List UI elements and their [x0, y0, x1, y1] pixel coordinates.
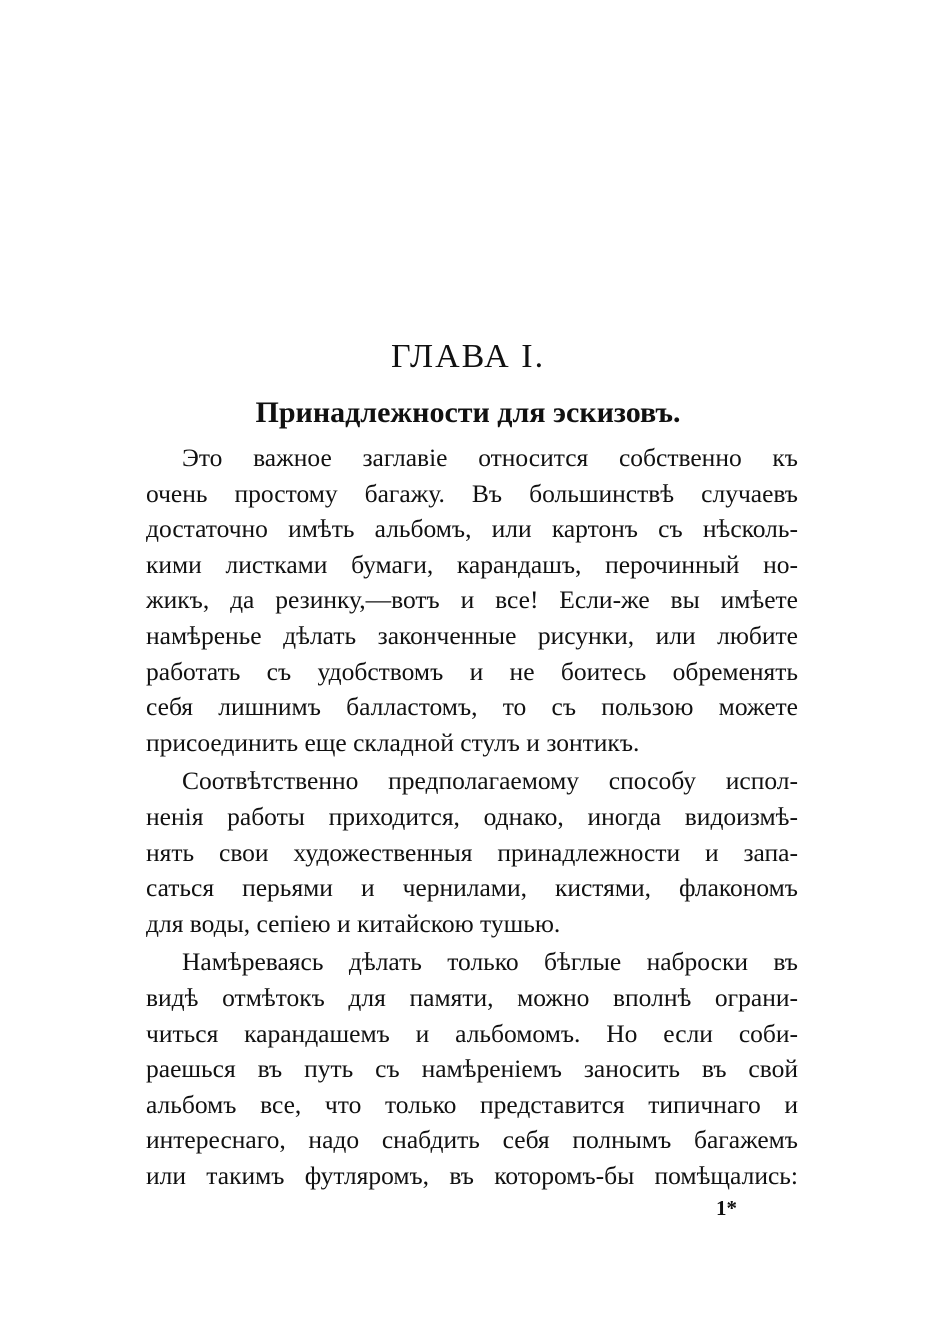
text-line: работать съ удобствомъ и не боитесь обременять	[146, 656, 798, 686]
text-line: нять свои художественныя принадлежности и запа-	[146, 837, 798, 867]
text-line: намѣренье дѣлать законченные рисунки, или любите	[146, 620, 798, 650]
text-line: Соотвѣтственно предполагаемому способу испол-	[182, 766, 798, 796]
paragraph-1	[146, 440, 798, 760]
text-line: саться перьями и чернилами, кистями, флакономъ	[146, 873, 798, 903]
page-number: 1*	[716, 1196, 737, 1220]
text-line: видѣ отмѣтокъ для памяти, можно вполнѣ ограни-	[146, 982, 798, 1012]
text-line: Это важное заглавіе относится собственно къ	[182, 443, 798, 472]
text-line: или такимъ футляромъ, въ которомъ-бы помѣщались:	[146, 1160, 798, 1190]
text-line: альбомъ все, что только представится типичнаго и	[146, 1089, 798, 1119]
paragraph-2	[146, 763, 798, 941]
text-line: достаточно имѣть альбомъ, или картонъ съ нѣсколь-	[146, 514, 798, 544]
text-line: очень простому багажу. Въ большинствѣ случаевъ	[146, 478, 798, 508]
text-line: раешься въ путь съ намѣреніемъ заносить въ свой	[146, 1054, 798, 1084]
text-line: читься карандашемъ и альбомомъ. Но если соби-	[146, 1018, 798, 1048]
text-line: ненія работы приходится, однако, иногда видоизмѣ-	[146, 801, 798, 831]
text-line: кими листками бумаги, карандашъ, перочинный но-	[146, 549, 798, 579]
text-line: Намѣреваясь дѣлать только бѣглые наброски въ	[182, 947, 798, 977]
text-line: интереснаго, надо снабдить себя полнымъ багажемъ	[146, 1125, 798, 1155]
text-line: для воды, сепіею и китайскою тушью.	[146, 908, 561, 938]
section-title: Принадлежности для эскизовъ.	[255, 396, 681, 429]
text-line: себя лишнимъ балластомъ, то съ пользою можете	[146, 692, 798, 722]
chapter-title: ГЛАВА I.	[390, 338, 546, 375]
text-line: присоединить еще складной стулъ и зонтикъ.	[146, 727, 640, 757]
body-text	[146, 440, 798, 1196]
text-line: жикъ, да резинку,—вотъ и все! Если-же вы имѣете	[146, 585, 798, 615]
paragraph-3	[146, 944, 798, 1193]
